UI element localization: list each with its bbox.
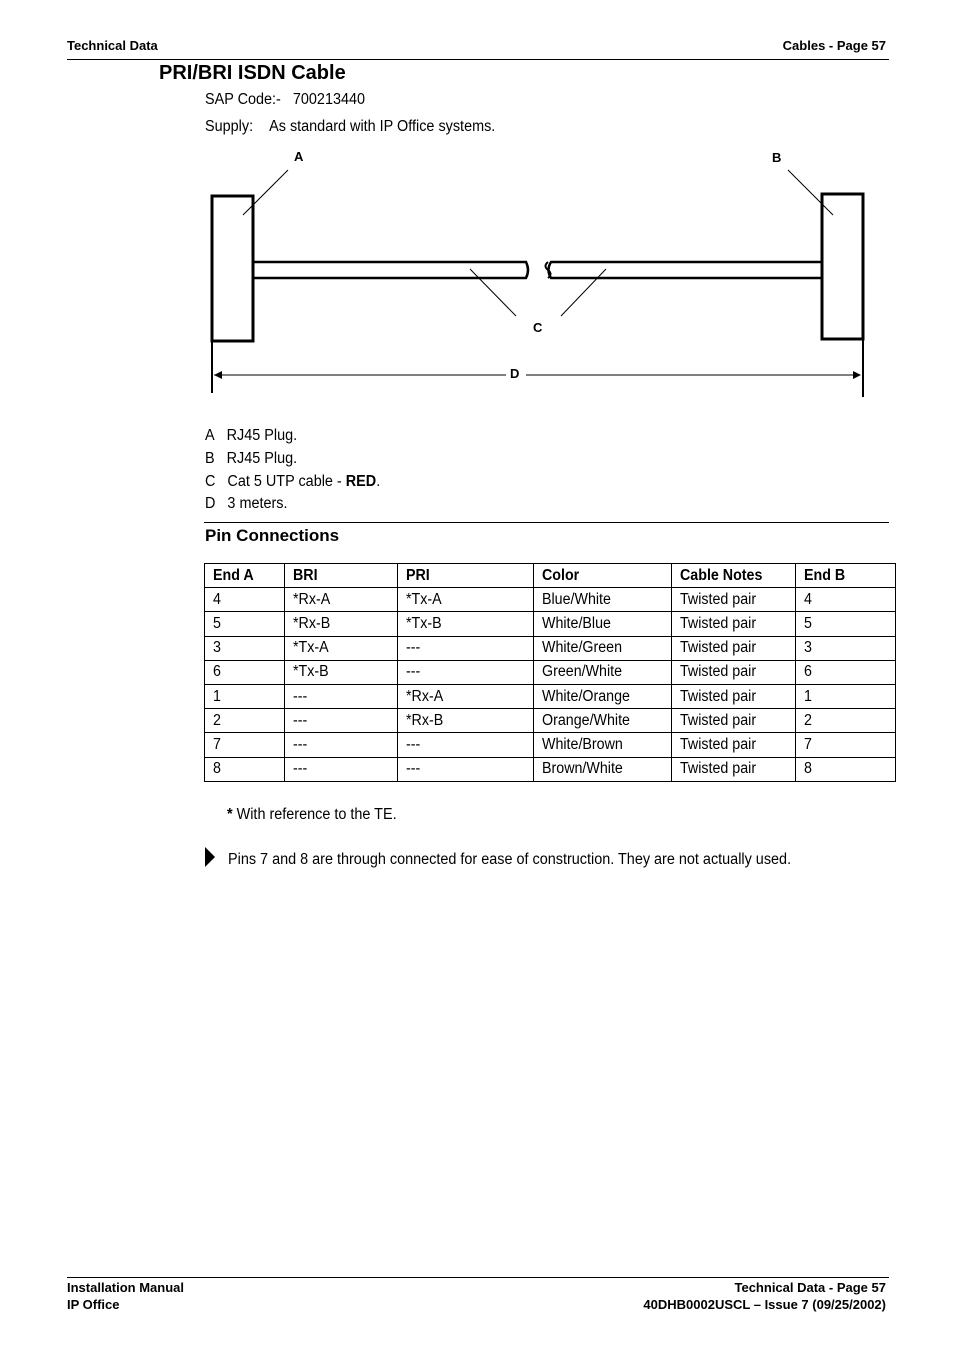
table-cell: Orange/White — [534, 709, 672, 733]
pin-connections-table — [204, 563, 896, 782]
table-cell: --- — [284, 733, 397, 757]
table-row — [205, 660, 896, 684]
table-cell: 3 — [205, 636, 285, 660]
table-cell: 4 — [796, 588, 896, 612]
column-header: Cable Notes — [672, 564, 796, 588]
table-cell: 6 — [205, 660, 285, 684]
triangle-right-icon — [204, 846, 216, 868]
table-cell: *Tx-A — [284, 636, 397, 660]
supply-line — [205, 118, 495, 136]
table-cell: White/Green — [534, 636, 672, 660]
table-cell: 8 — [205, 757, 285, 781]
table-row — [205, 733, 896, 757]
table-cell: --- — [397, 757, 534, 781]
legend-key: A — [205, 427, 215, 444]
table-cell: 7 — [796, 733, 896, 757]
table-cell: Twisted pair — [672, 757, 796, 781]
section-rule — [204, 522, 889, 523]
table-cell: Green/White — [534, 660, 672, 684]
cable-left-segment — [253, 262, 528, 278]
table-row — [205, 636, 896, 660]
leader-c-right — [561, 269, 606, 316]
table-cell: Twisted pair — [672, 612, 796, 636]
sap-code-label: SAP Code:- — [205, 91, 281, 108]
table-cell: White/Brown — [534, 733, 672, 757]
table-cell: --- — [284, 709, 397, 733]
legend-key: D — [205, 495, 216, 512]
table-cell: 2 — [796, 709, 896, 733]
leader-a — [243, 170, 288, 215]
table-cell: --- — [284, 757, 397, 781]
header-right: Cables - Page 57 — [782, 38, 886, 53]
cable-diagram-svg — [200, 145, 880, 405]
table-cell: --- — [397, 733, 534, 757]
table-cell: *Rx-B — [284, 612, 397, 636]
footer-left-line1: Installation Manual — [67, 1280, 185, 1295]
diagram-label-d: D — [510, 366, 520, 381]
page-title: PRI/BRI ISDN Cable — [159, 62, 346, 84]
legend-key: C — [205, 473, 216, 490]
cable-diagram — [200, 145, 880, 405]
table-cell: Twisted pair — [672, 660, 796, 684]
table-cell: 5 — [796, 612, 896, 636]
table-cell: 7 — [205, 733, 285, 757]
footnote-text: With reference to the TE. — [232, 806, 397, 823]
diagram-label-a: A — [294, 149, 304, 164]
header-rule — [67, 59, 889, 60]
plug-a-shape — [212, 196, 253, 341]
table-cell: 1 — [796, 684, 896, 708]
table-cell: --- — [397, 636, 534, 660]
legend-after: . — [376, 473, 381, 490]
legend-item — [205, 427, 297, 445]
footer-right-line2: 40DHB0002USCL – Issue 7 (09/25/2002) — [643, 1297, 886, 1312]
column-header: PRI — [397, 564, 534, 588]
table-cell: 1 — [205, 684, 285, 708]
cable-right-segment — [549, 262, 823, 278]
sap-code-value: 700213440 — [292, 91, 366, 108]
footnote-star: * — [227, 806, 233, 823]
legend-text: Cat 5 UTP cable - — [227, 473, 346, 490]
note-text: Pins 7 and 8 are through connected for ease of construction. They are not actually used. — [228, 851, 792, 868]
legend-item — [205, 495, 288, 513]
table-cell: Twisted pair — [672, 636, 796, 660]
diagram-label-b: B — [772, 150, 782, 165]
column-header: BRI — [284, 564, 397, 588]
table-cell: 2 — [205, 709, 285, 733]
table-cell: *Tx-B — [397, 612, 534, 636]
legend-item — [205, 450, 297, 468]
table-cell: Twisted pair — [672, 709, 796, 733]
table-row — [205, 757, 896, 781]
table-cell: *Tx-B — [284, 660, 397, 684]
legend-text: RJ45 Plug. — [226, 450, 298, 467]
table-cell: Blue/White — [534, 588, 672, 612]
footer-rule — [67, 1277, 889, 1278]
table-cell: Twisted pair — [672, 684, 796, 708]
table-cell: --- — [397, 660, 534, 684]
legend-item — [205, 473, 380, 491]
header-left: Technical Data — [67, 38, 158, 53]
footnote — [227, 806, 397, 824]
leader-c-left — [470, 269, 516, 316]
section-title: Pin Connections — [205, 526, 340, 545]
table-cell: White/Blue — [534, 612, 672, 636]
table-cell: 6 — [796, 660, 896, 684]
legend-bold: RED — [345, 473, 377, 490]
footer-left-line2: IP Office — [67, 1297, 120, 1312]
table-cell: 8 — [796, 757, 896, 781]
table-cell: --- — [284, 684, 397, 708]
table-cell: 4 — [205, 588, 285, 612]
column-header: End A — [205, 564, 285, 588]
column-header: End B — [796, 564, 896, 588]
column-header: Color — [534, 564, 672, 588]
legend-key: B — [205, 450, 215, 467]
dim-d-arrow-right — [853, 371, 861, 379]
footer-right-line1: Technical Data - Page 57 — [734, 1280, 886, 1295]
table-cell: White/Orange — [534, 684, 672, 708]
table-row — [205, 588, 896, 612]
table-row — [205, 612, 896, 636]
supply-label: Supply: — [205, 118, 254, 135]
table-row — [205, 684, 896, 708]
table-header-row — [205, 564, 896, 588]
table-cell: *Tx-A — [397, 588, 534, 612]
table-cell: Twisted pair — [672, 733, 796, 757]
table-cell: 5 — [205, 612, 285, 636]
diagram-label-c: C — [533, 320, 543, 335]
table-row — [205, 709, 896, 733]
table-cell: *Rx-B — [397, 709, 534, 733]
table-cell: Brown/White — [534, 757, 672, 781]
legend-text: 3 meters. — [227, 495, 288, 512]
table-cell: *Rx-A — [397, 684, 534, 708]
legend-text: RJ45 Plug. — [226, 427, 298, 444]
sap-code-line — [205, 91, 365, 109]
dim-d-arrow-left — [214, 371, 222, 379]
table-cell: 3 — [796, 636, 896, 660]
table-cell: Twisted pair — [672, 588, 796, 612]
supply-value: As standard with IP Office systems. — [269, 118, 496, 135]
table-cell: *Rx-A — [284, 588, 397, 612]
plug-b-shape — [822, 194, 863, 339]
